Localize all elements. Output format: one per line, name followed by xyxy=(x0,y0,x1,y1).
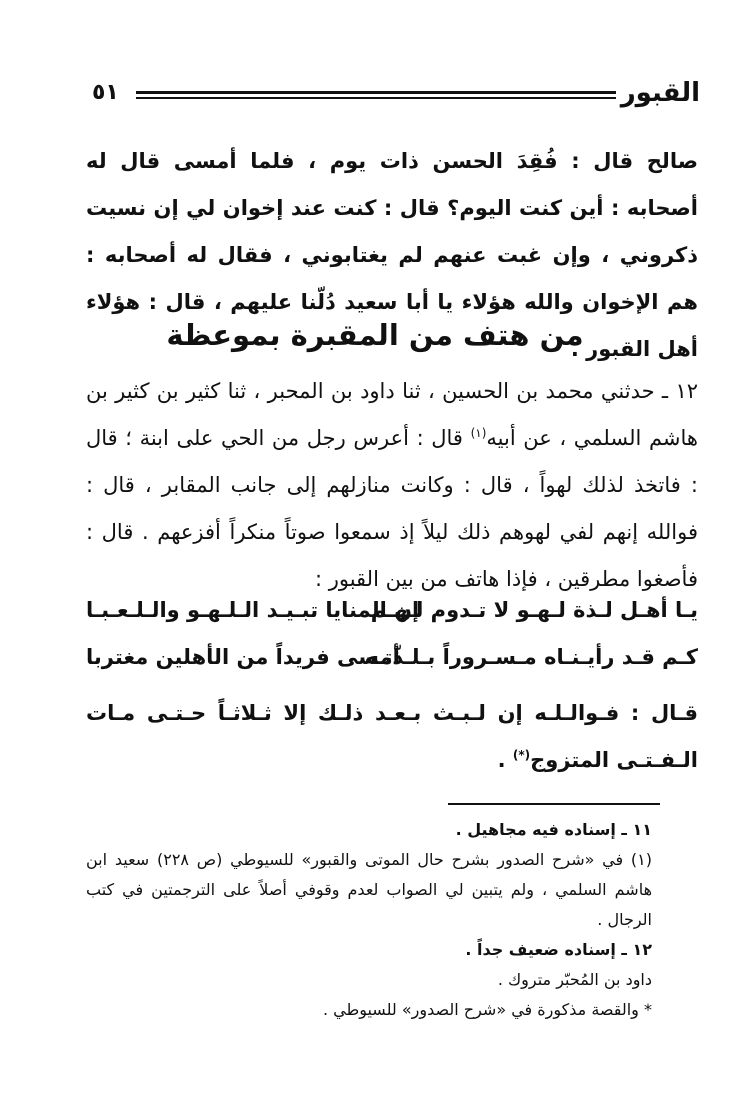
paragraph-block-2 xyxy=(86,368,698,603)
verse-line-2 xyxy=(86,645,698,689)
paragraph-block-3 xyxy=(86,690,698,784)
header-rule-thin xyxy=(136,97,616,99)
footnote-marker-star: (*) xyxy=(512,748,531,762)
footnote-12: ١٢ ـ إسناده ضعيف جداً . xyxy=(465,940,652,959)
verse-2-first-hemistich: كـم قـد رأيـنـاه مـسـروراً بـلـذّتـه xyxy=(364,645,698,669)
running-title: القبور xyxy=(620,78,700,108)
paragraph-3-text: قـال : فـوالـلـه إن لـبـث بـعـد ذلـك إلا ثـلاثـاً حـتـى مـات الـفـتـى المتزوج xyxy=(86,701,698,772)
verse-1-first-hemistich: يـا أهـل لـذة لـهـو لا تـدوم لـهـم xyxy=(370,598,698,622)
footnote-star: * والقصة مذكورة في «شرح الصدور» للسيوطي . xyxy=(322,1000,652,1019)
paragraph-2 xyxy=(86,368,698,603)
paragraph-2-isnad: ١٢ ـ حدثني محمد بن الحسين ، ثنا داود بن المحبر ، ثنا كثير بن كثير بن هاشم السلمي ، عن أبيه xyxy=(86,379,698,450)
verse-line-1 xyxy=(86,598,698,642)
section-heading: من هتف من المقبرة بموعظة xyxy=(166,318,584,352)
footnote-marker-1: (١) xyxy=(470,426,487,440)
paragraph-3-end: . xyxy=(497,748,513,772)
footnote-1: (١) في «شرح الصدور بشرح حال الموتى والقبور» للسيوطي (ص ٢٢٨) سعيد ابن هاشم السلمي ، ولم يتبين لي الصواب لعدم وقوفي أصلاً على الترجمتين في كتب الرجال . xyxy=(86,850,653,929)
header-rule-thick xyxy=(136,91,616,94)
footnote-11: ١١ ـ إسناده فيه مجاهيل . xyxy=(455,820,652,839)
paragraph-3 xyxy=(86,690,698,784)
verse-2-second-hemistich: أمسى فريداً من الأهلين مغتربا xyxy=(86,645,400,669)
footnote-12-note: داود بن المُحبّر متروك . xyxy=(497,970,652,989)
page-number: ٥١ xyxy=(92,80,119,105)
footnotes xyxy=(86,815,698,1025)
paragraph-1: صالح قال : فُقِدَ الحسن ذات يوم ، فلما أمسى قال له أصحابه : أين كنت اليوم؟ قال : كنت عند إخوان لي إن نسيت ذكروني ، وإن غبت عنهم لم يغتابوني ، فقال له أصحابه : هم الإخوان والله هؤلاء يا أبا سعيد دُلّنا عليهم ، قال : هؤلاء أهل القبور . xyxy=(86,149,698,361)
footnote-separator xyxy=(448,803,660,805)
paragraph-2-text: قال : أعرس رجل من الحي على ابنة ؛ قال : فاتخذ لذلك لهواً ، قال : وكانت منازلهم إلى جانب المقابر ، قال : فوالله إنهم لفي لهوهم ذلك ليلاً إذ سمعوا صوتاً منكراً أفزعهم . قال : فأصغوا مطرقين ، فإذا هاتف من بين القبور : xyxy=(86,426,698,591)
verse-1-second-hemistich: إن المنايا تبـيـد الـلـهـو والـلـعـبـا xyxy=(86,598,420,622)
running-header xyxy=(92,78,700,118)
